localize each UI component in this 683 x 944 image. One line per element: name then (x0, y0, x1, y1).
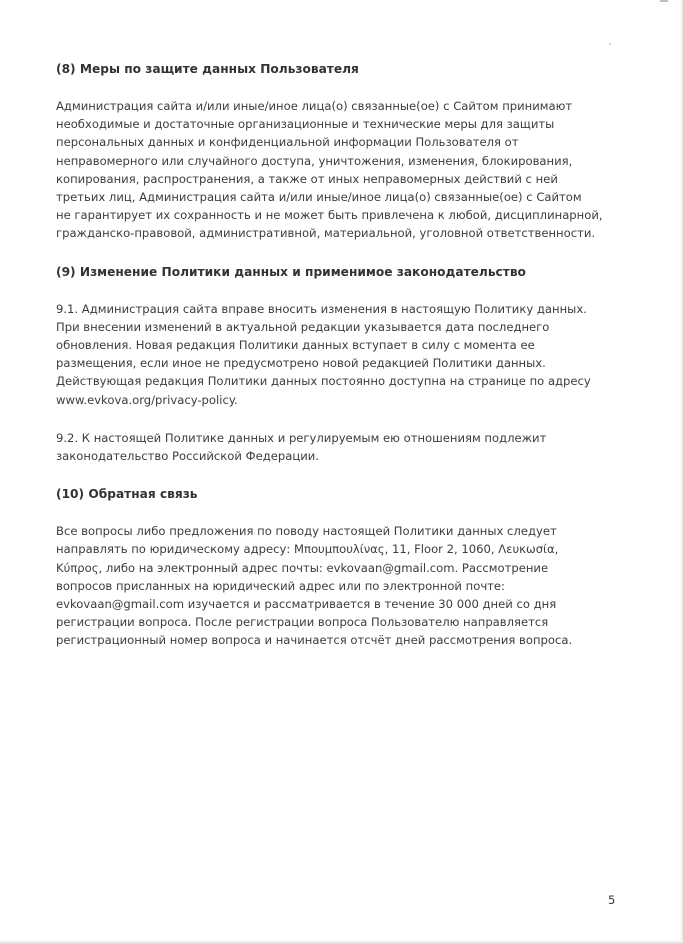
section-paragraph: Все вопросы либо предложения по поводу настоящей Политики данных следует направлять по юридическому адресу: Μπουμπουλίνας, 11, Floor 2, 1060, Λευκωσία, Κύπρος, либо на электронный адрес почты: evkovaan@gmail.com. Рассмотрение вопросов присланных на юридический адрес или по электронной почте: evkovaan@gmail.com изучается и рассматривается в течение 30 000 дней со дня регистрации вопроса. После регистрации вопроса Пользователю направляется регистрационный номер вопроса и начинается отсчёт дней рассмотрения вопроса. (56, 524, 573, 648)
scan-speck (609, 43, 611, 45)
section-feedback (56, 485, 616, 649)
section-heading: (10) Обратная связь (56, 487, 198, 502)
page-number: 5 (608, 893, 616, 907)
scan-edge-mark (660, 0, 668, 2)
section-paragraph: Администрация сайта и/или иные/иное лица(о) связанные(ое) с Сайтом принимают необходимые и достаточные организационные и технические меры для защиты персональных данных и конфиденциальной информации Пользователя от неправомерного или случайного доступа, уничтожения, изменения, блокирования, копирования, распространения, а также от иных неправомерных действий с ней третьих лиц, Администрация сайта и/или иные/иное лица(о) связанные(ое) с Сайтом не гарантирует их сохранность и не может быть привлечена к любой, дисциплинарной, гражданско-правовой, административной, материальной, уголовной ответственности. (56, 99, 603, 241)
section-heading: (9) Изменение Политики данных и применимое законодательство (56, 264, 526, 279)
section-heading: (8) Меры по защите данных Пользователя (56, 62, 359, 76)
section-policy-changes (56, 263, 616, 466)
section-data-protection (56, 60, 616, 243)
document-body (56, 60, 616, 664)
scan-bottom-edge (0, 940, 683, 944)
section-paragraph: 9.1. Администрация сайта вправе вносить изменения в настоящую Политику данных. При внесении изменений в актуальной редакции указывается дата последнего обновления. Новая редакция Политики данных вступает в силу с момента ее размещения, если иное не предусмотрено новой редакцией Политики данных. Действующая редакция Политики данных постоянно доступна на странице по адресу www.evkova.org/privacy-policy. (56, 301, 591, 407)
section-paragraph: 9.2. К настоящей Политике данных и регулируемым ею отношениям подлежит законодательство Российской Федерации. (56, 430, 547, 464)
